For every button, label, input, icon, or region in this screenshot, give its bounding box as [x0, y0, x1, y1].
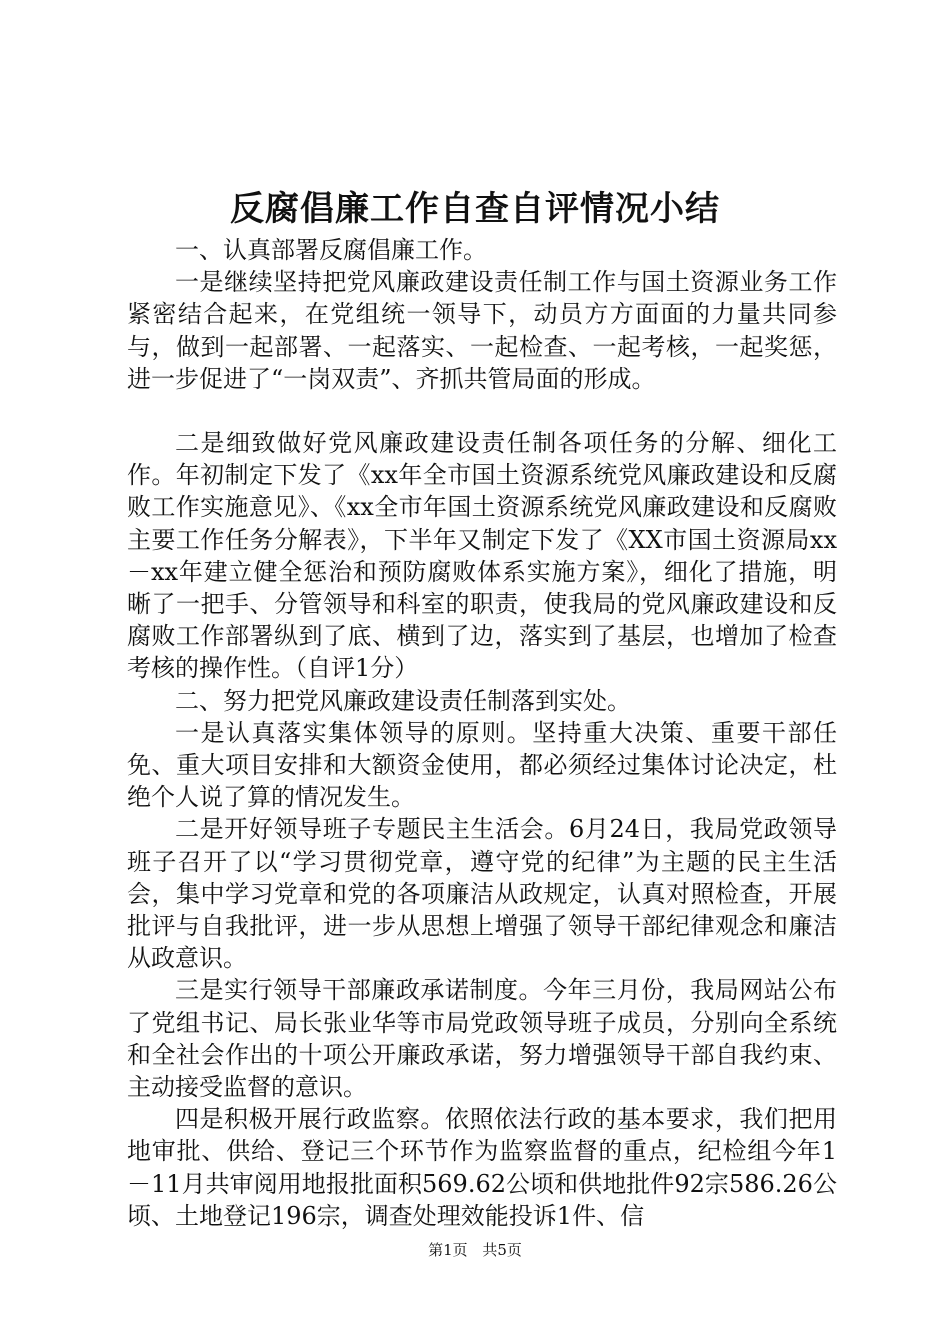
paragraph: 二是开好领导班子专题民主生活会。6月24日，我局党政领导班子召开了以“学习贯彻党章，遵守党的纪律”为主题的民主生活会，集中学习党章和党的各项廉洁从政规定，认真对照检查，开展批评与自我批评，进一步从思想上增强了领导干部纪律观念和廉洁从政意识。	[127, 815, 837, 973]
page-footer	[0, 1240, 950, 1260]
paragraph: 一是继续坚持把党风廉政建设责任制工作与国土资源业务工作紧密结合起来，在党组统一领导下，动员方方面面的力量共同参与，做到一起部署、一起落实、一起检查、一起考核，一起奖惩，进一步促进了“一岗双责”、齐抓共管局面的形成。	[127, 268, 837, 393]
section-heading-2: 二、努力把党风廉政建设责任制落到实处。	[175, 686, 631, 715]
document-body	[127, 234, 837, 1232]
paragraph: 一是认真落实集体领导的原则。坚持重大决策、重要干部任免、重大项目安排和大额资金使用，都必须经过集体讨论决定，杜绝个人说了算的情况发生。	[127, 718, 837, 812]
page-number: 第1页	[428, 1241, 468, 1259]
page-total: 共5页	[482, 1241, 522, 1259]
paragraph: 二是细致做好党风廉政建设责任制各项任务的分解、细化工作。年初制定下发了《xx年全市国土资源系统党风廉政建设和反腐败工作实施意见》、《xx全市年国土资源系统党风廉政建设和反腐败主要工作任务分解表》，下半年又制定下发了《XX市国土资源局xx－xx年建立健全惩治和预防腐败体系实施方案》，细化了措施，明晰了一把手、分管领导和科室的职责，使我局的党风廉政建设和反腐败工作部署纵到了底、横到了边，落实到了基层，也增加了检查考核的操作性。（自评1分）	[127, 429, 837, 683]
paragraph: 三是实行领导干部廉政承诺制度。今年三月份，我局网站公布了党组书记、局长张业华等市局党政领导班子成员，分别向全系统和全社会作出的十项公开廉政承诺，努力增强领导干部自我约束、主动接受监督的意识。	[127, 976, 837, 1102]
paragraph: 四是积极开展行政监察。依照依法行政的基本要求，我们把用地审批、供给、登记三个环节作为监察监督的重点，纪检组今年1－11月共审阅用地报批面积569.62公顷和供地批件92宗586.26公顷、土地登记196宗，调查处理效能投诉1件、信	[127, 1105, 837, 1230]
document-title: 反腐倡廉工作自查自评情况小结	[230, 189, 720, 229]
section-heading-1: 一、认真部署反腐倡廉工作。	[175, 236, 487, 264]
